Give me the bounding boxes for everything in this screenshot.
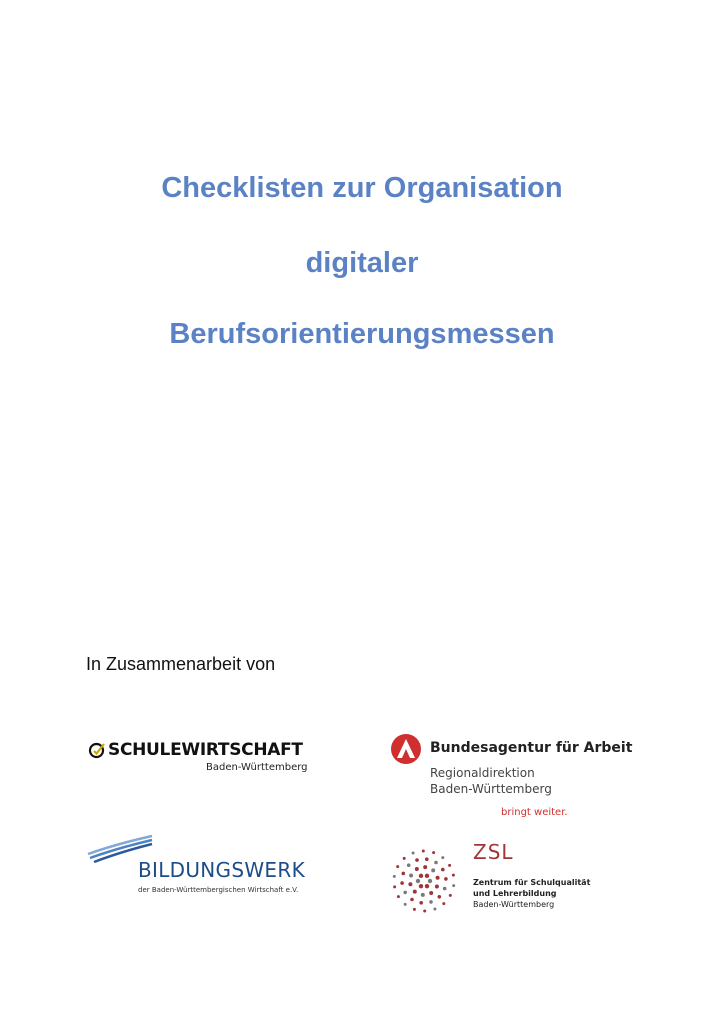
zsl-dot <box>444 877 448 881</box>
zsl-dot <box>452 884 455 887</box>
zsl-dot <box>438 895 442 899</box>
schulewirtschaft-region: Baden-Württemberg <box>206 762 308 773</box>
zsl-dot <box>403 857 406 860</box>
bundesagentur-tagline: bringt weiter. <box>501 807 568 818</box>
zsl-dot <box>416 879 420 883</box>
zsl-dot <box>423 910 426 913</box>
zsl-dot <box>425 857 429 861</box>
zsl-dot <box>422 850 425 853</box>
schulewirtschaft-logo <box>88 737 328 782</box>
bildungswerk-subtitle: der Baden-Württembergischen Wirtschaft e.V. <box>138 886 299 894</box>
title-line-2: digitaler <box>305 247 419 279</box>
zsl-name: ZSL <box>473 840 514 864</box>
zsl-dot <box>410 898 414 902</box>
bildungswerk-name: BILDUNGSWERK <box>138 858 305 882</box>
zsl-dot <box>425 874 429 878</box>
zsl-dot <box>419 901 423 905</box>
zsl-dot <box>442 902 445 905</box>
zsl-dot <box>428 879 432 883</box>
bundesagentur-name: Bundesagentur für Arbeit <box>430 740 633 756</box>
zsl-dot <box>433 908 436 911</box>
title-line-1: Checklisten zur Organisation <box>161 172 563 204</box>
zsl-dot <box>448 864 451 867</box>
zsl-dot <box>396 865 399 868</box>
zsl-dot <box>434 861 438 865</box>
zsl-logo <box>388 840 598 920</box>
zsl-dot <box>393 885 396 888</box>
zsl-dot <box>435 885 439 889</box>
zsl-dot <box>413 908 416 911</box>
title-line-3: Berufsorientierungsmessen <box>169 318 555 350</box>
zsl-dot <box>393 875 396 878</box>
zsl-dot <box>423 865 427 869</box>
zsl-dot <box>441 856 444 859</box>
zsl-line3: Baden-Württemberg <box>473 900 555 909</box>
zsl-line1: Zentrum für Schulqualität <box>473 878 591 887</box>
zsl-dot <box>431 868 435 872</box>
schulewirtschaft-name: SCHULEWIRTSCHAFT <box>108 740 303 760</box>
dot-circle-icon <box>388 845 460 917</box>
zsl-dot <box>403 891 407 895</box>
zsl-dot <box>407 863 411 867</box>
zsl-dot <box>443 887 447 891</box>
zsl-dot <box>415 858 419 862</box>
zsl-dot <box>449 894 452 897</box>
zsl-dot <box>419 874 423 878</box>
zsl-dot <box>432 851 435 854</box>
cooperation-intro: In Zusammenarbeit von <box>86 654 276 674</box>
zsl-dot <box>429 891 433 895</box>
zsl-dot <box>400 881 404 885</box>
zsl-dot <box>404 903 407 906</box>
zsl-dot <box>425 884 429 888</box>
bundesagentur-logo <box>390 733 633 823</box>
zsl-dot <box>452 874 455 877</box>
bildungswerk-logo <box>86 834 326 904</box>
zsl-dot <box>421 893 425 897</box>
bundesagentur-line1: Regionaldirektion <box>430 766 535 780</box>
zsl-dot <box>402 872 406 876</box>
zsl-dot <box>415 867 419 871</box>
zsl-dot <box>419 884 423 888</box>
zsl-dot <box>436 876 440 880</box>
zsl-dot <box>397 895 400 898</box>
circle-check-icon <box>88 742 105 759</box>
zsl-dot <box>441 868 445 872</box>
ba-a-logo-icon <box>390 733 422 765</box>
zsl-dot <box>413 890 417 894</box>
zsl-dot <box>429 900 433 904</box>
bundesagentur-line2: Baden-Württemberg <box>430 782 552 796</box>
zsl-dot <box>408 882 412 886</box>
zsl-dot <box>409 874 413 878</box>
zsl-line2: und Lehrerbildung <box>473 889 557 898</box>
zsl-dot <box>412 852 415 855</box>
